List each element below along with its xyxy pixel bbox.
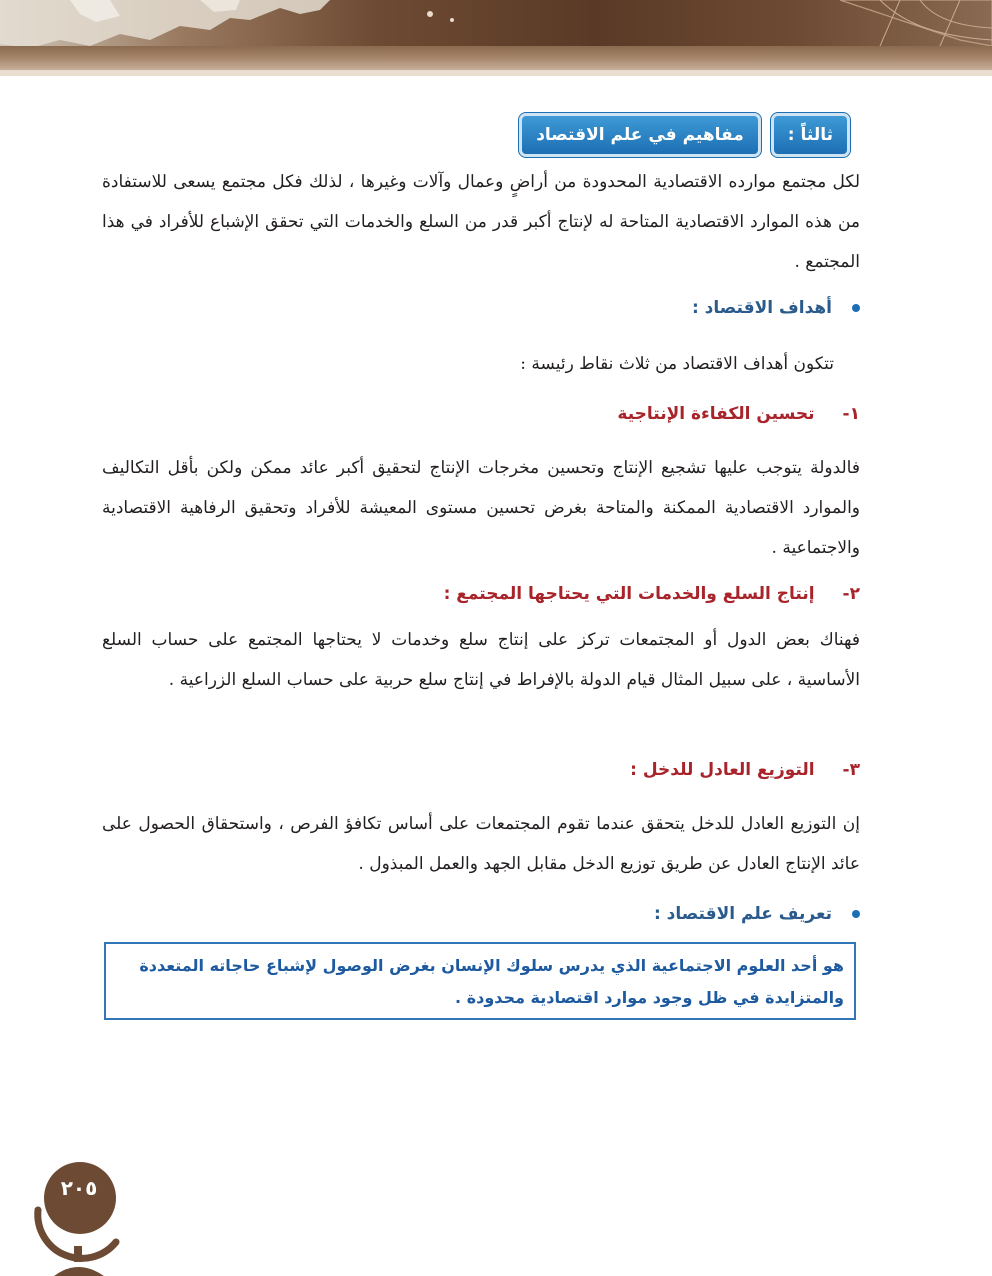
point-1-body: فالدولة يتوجب عليها تشجيع الإنتاج وتحسين مخرجات الإنتاج لتحقيق أكبر عائد ممكن ولكن بأقل التكاليف والموارد الاقتصادية الممكنة والمتاحة بغرض تحسين مستوى المعيشة للأفراد وتحقيق الرفاهية الاقتصادية والاجتماعية .: [102, 458, 860, 558]
header-banner: [0, 0, 992, 76]
point-3-title: التوزيع العادل للدخل :: [630, 760, 815, 780]
goals-heading: [692, 298, 860, 318]
page-number: ٢٠٥: [60, 1176, 98, 1200]
section-label-pill: ثالثاً :: [771, 113, 850, 157]
goals-intro: تتكون أهداف الاقتصاد من ثلاث نقاط رئيسة :: [520, 354, 834, 374]
definition-heading-text: تعريف علم الاقتصاد :: [653, 904, 832, 924]
point-2-body: فهناك بعض الدول أو المجتمعات تركز على إنتاج سلع وخدمات لا يحتاجها المجتمع على حساب السلع الأساسية ، على سبيل المثال قيام الدولة بالإفراط في إنتاج سلع حربية على حساب السلع الزراعية .: [102, 630, 860, 690]
point-2-title: إنتاج السلع والخدمات التي يحتاجها المجتمع :: [443, 584, 815, 604]
bullet-icon: [852, 910, 860, 918]
point-1-number: ١-: [842, 404, 860, 424]
point-3-body: إن التوزيع العادل للدخل يتحقق عندما تقوم المجتمعات على أساس تكافؤ الفرص ، واستحقاق الحصول على عائد الإنتاج العادل عن طريق توزيع الدخل مقابل الجهد والعمل المبذول .: [102, 814, 860, 874]
definition-heading: [654, 904, 860, 924]
bullet-icon: [852, 304, 860, 312]
point-1-heading: [617, 404, 860, 424]
section-title-pill: مفاهيم في علم الاقتصاد: [519, 113, 761, 157]
section-title: [519, 113, 850, 157]
globe-page-badge-icon: [24, 1150, 134, 1276]
goals-heading-text: أهداف الاقتصاد :: [691, 298, 832, 318]
point-1-title: تحسين الكفاءة الإنتاجية: [617, 404, 815, 424]
point-3-heading: [630, 760, 860, 780]
definition-box: هو أحد العلوم الاجتماعية الذي يدرس سلوك الإنسان بغرض الوصول لإشباع حاجاته المتعددة والمتزايدة في ظل وجود موارد اقتصادية محدودة .: [104, 942, 856, 1020]
point-2-heading: [444, 584, 860, 604]
header-line: [0, 70, 992, 76]
point-2-number: ٢-: [842, 584, 860, 604]
point-3-number: ٣-: [842, 760, 860, 780]
intro-paragraph: لكل مجتمع موارده الاقتصادية المحدودة من أراضٍ وعمال وآلات وغيرها ، لذلك فكل مجتمع يسعى للاستفادة من هذه الموارد الاقتصادية المتاحة له لإنتاج أكبر قدر من السلع والخدمات التي تحقق الإشباع للأفراد في هذا المجتمع .: [102, 172, 860, 272]
